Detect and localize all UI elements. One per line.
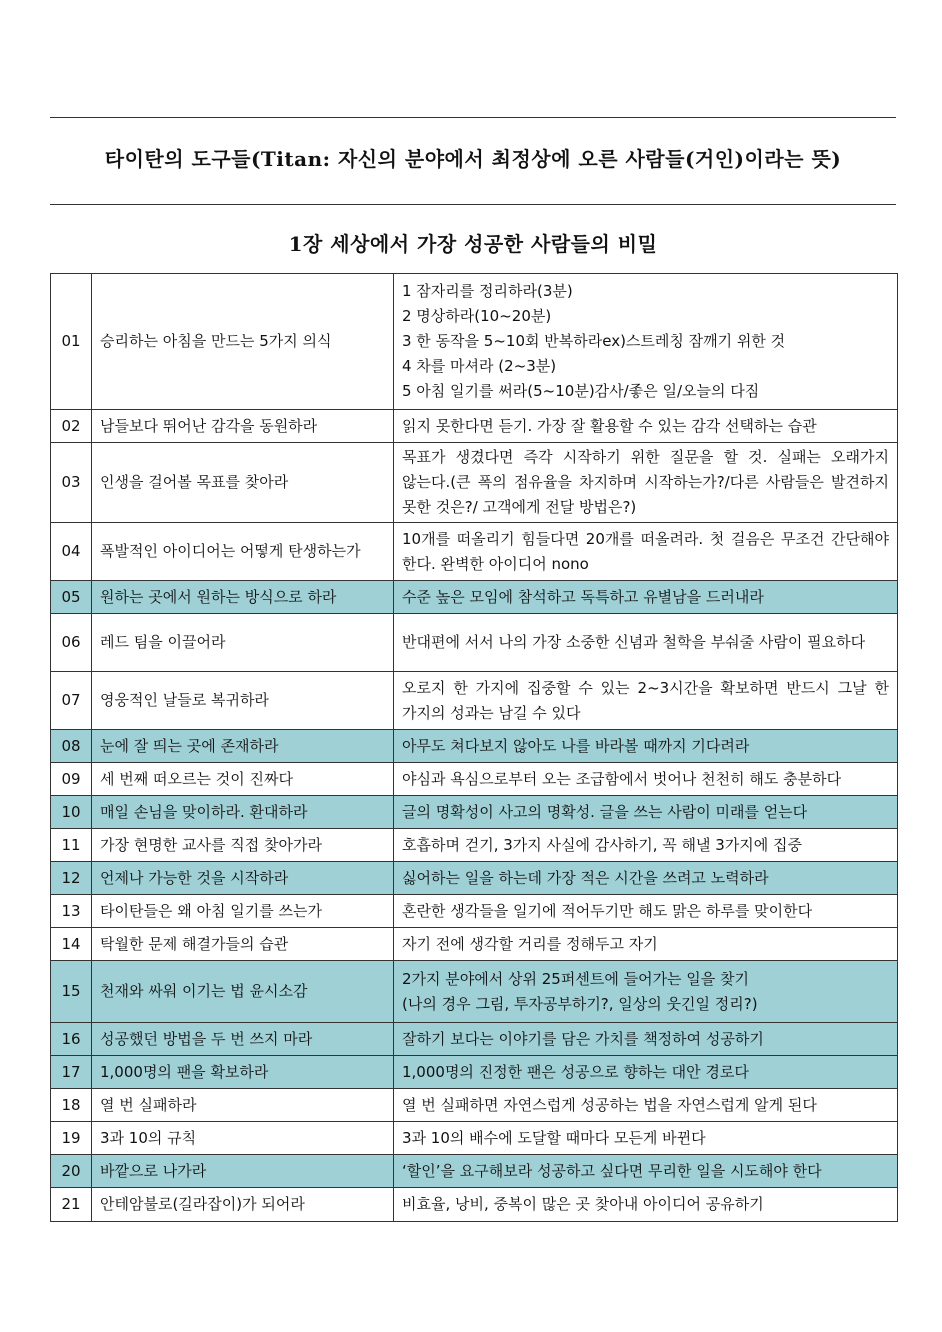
habit-title: 성공했던 방법을 두 번 쓰지 마라 xyxy=(92,1023,394,1056)
table-row xyxy=(51,1089,898,1122)
row-number: 06 xyxy=(51,614,92,672)
habit-title: 레드 팀을 이끌어라 xyxy=(92,614,394,672)
habit-title: 1,000명의 팬을 확보하라 xyxy=(92,1056,394,1089)
table-row xyxy=(51,581,898,614)
habit-description xyxy=(394,614,898,672)
habit-description xyxy=(394,895,898,928)
chapter-title: 1장 세상에서 가장 성공한 사람들의 비밀 xyxy=(288,232,658,256)
description-line: 야심과 욕심으로부터 오는 조급함에서 벗어나 천천히 해도 충분하다 xyxy=(402,769,842,788)
habit-description xyxy=(394,1089,898,1122)
description-line: 1,000명의 진정한 팬은 성공으로 향하는 대안 경로다 xyxy=(402,1062,749,1081)
habit-title: 3과 10의 규칙 xyxy=(92,1122,394,1155)
table-row xyxy=(51,1023,898,1056)
row-number: 10 xyxy=(51,796,92,829)
row-number: 01 xyxy=(51,274,92,410)
habit-title: 남들보다 뛰어난 감각을 동원하라 xyxy=(92,410,394,443)
row-number: 21 xyxy=(51,1188,92,1222)
row-number: 03 xyxy=(51,443,92,523)
habit-description xyxy=(394,1188,898,1222)
habit-title: 매일 손님을 맞이하라. 환대하라 xyxy=(92,796,394,829)
description-line: 열 번 실패하면 자연스럽게 성공하는 법을 자연스럽게 알게 된다 xyxy=(402,1095,817,1114)
table-row xyxy=(51,1122,898,1155)
habit-title: 폭발적인 아이디어는 어떻게 탄생하는가 xyxy=(92,523,394,581)
description-line: 10개를 떠올리기 힘들다면 20개를 떠올려라. 첫 걸음은 무조건 간단해야 한다. 완벽한 아이디어 nono xyxy=(402,529,889,573)
row-number: 04 xyxy=(51,523,92,581)
table-row xyxy=(51,961,898,1023)
habit-title: 언제나 가능한 것을 시작하라 xyxy=(92,862,394,895)
habit-description xyxy=(394,1056,898,1089)
habit-title: 타이탄들은 왜 아침 일기를 쓰는가 xyxy=(92,895,394,928)
description-line: 호흡하며 걷기, 3가지 사실에 감사하기, 꼭 해낼 3가지에 집중 xyxy=(402,835,803,854)
row-number: 18 xyxy=(51,1089,92,1122)
description-line: 아무도 쳐다보지 않아도 나를 바라볼 때까지 기다려라 xyxy=(402,736,750,755)
description-line: 1 잠자리를 정리하라(3분) xyxy=(402,282,573,300)
description-line: 오로지 한 가지에 집중할 수 있는 2~3시간을 확보하면 반드시 그날 한 가지의 성과는 남길 수 있다 xyxy=(402,678,889,722)
table-row xyxy=(51,763,898,796)
description-line: 싫어하는 일을 하는데 가장 적은 시간을 쓰려고 노력하라 xyxy=(402,868,769,887)
table-row xyxy=(51,895,898,928)
table-row xyxy=(51,862,898,895)
habit-title: 천재와 싸워 이기는 법 윤시소감 xyxy=(92,961,394,1023)
row-number: 11 xyxy=(51,829,92,862)
description-line: 글의 명확성이 사고의 명확성. 글을 쓰는 사람이 미래를 얻는다 xyxy=(402,802,808,821)
habit-title: 안테암불로(길라잡이)가 되어라 xyxy=(92,1188,394,1222)
description-line: 목표가 생겼다면 즉각 시작하기 위한 질문을 할 것. 실패는 오래가지 않는다.(큰 폭의 점유율을 차지하며 시작하는가?/다른 사람들은 발견하지 못한 것은?/ 고객에게 전달 방법은?) xyxy=(402,448,889,516)
habit-description xyxy=(394,410,898,443)
row-number: 12 xyxy=(51,862,92,895)
row-number: 20 xyxy=(51,1155,92,1188)
habit-description xyxy=(394,796,898,829)
habit-title: 세 번째 떠오르는 것이 진짜다 xyxy=(92,763,394,796)
habit-description xyxy=(394,523,898,581)
habit-description xyxy=(394,763,898,796)
table-row xyxy=(51,443,898,523)
habit-description xyxy=(394,928,898,961)
row-number: 05 xyxy=(51,581,92,614)
description-line: 5 아침 일기를 써라(5~10분)감사/좋은 일/오늘의 다짐 xyxy=(402,382,760,400)
table-row xyxy=(51,1155,898,1188)
table-row xyxy=(51,829,898,862)
row-number: 02 xyxy=(51,410,92,443)
row-number: 07 xyxy=(51,672,92,730)
row-number: 16 xyxy=(51,1023,92,1056)
table-row xyxy=(51,523,898,581)
habit-description xyxy=(394,961,898,1023)
table-row xyxy=(51,410,898,443)
row-number: 19 xyxy=(51,1122,92,1155)
top-rule xyxy=(50,117,896,118)
habit-description xyxy=(394,1023,898,1056)
description-line: 읽지 못한다면 듣기. 가장 잘 활용할 수 있는 감각 선택하는 습관 xyxy=(402,416,817,435)
table-row xyxy=(51,928,898,961)
description-line: 반대편에 서서 나의 가장 소중한 신념과 철학을 부숴줄 사람이 필요하다 xyxy=(402,633,866,651)
row-number: 17 xyxy=(51,1056,92,1089)
habit-description xyxy=(394,829,898,862)
description-line: 2 명상하라(10~20분) xyxy=(402,307,552,325)
title-rule xyxy=(50,204,896,205)
description-line: 혼란한 생각들을 일기에 적어두기만 해도 맑은 하루를 맞이한다 xyxy=(402,901,813,920)
table-row xyxy=(51,614,898,672)
row-number: 13 xyxy=(51,895,92,928)
habits-table xyxy=(50,273,898,1222)
habit-title: 승리하는 아침을 만드는 5가지 의식 xyxy=(92,274,394,410)
habit-description xyxy=(394,1155,898,1188)
table-row xyxy=(51,1056,898,1089)
table-row xyxy=(51,1188,898,1222)
row-number: 08 xyxy=(51,730,92,763)
habit-title: 가장 현명한 교사를 직접 찾아가라 xyxy=(92,829,394,862)
habit-title: 인생을 걸어볼 목표를 찾아라 xyxy=(92,443,394,523)
description-line: 4 차를 마셔라 (2~3분) xyxy=(402,357,557,375)
habit-description xyxy=(394,862,898,895)
description-line: 2가지 분야에서 상위 25퍼센트에 들어가는 일을 찾기 xyxy=(402,969,750,988)
description-line: 수준 높은 모임에 참석하고 독특하고 유별남을 드러내라 xyxy=(402,587,764,606)
habit-description xyxy=(394,672,898,730)
table-row xyxy=(51,274,898,410)
habit-description xyxy=(394,274,898,410)
habit-description xyxy=(394,1122,898,1155)
description-line: 자기 전에 생각할 거리를 정해두고 자기 xyxy=(402,934,658,953)
description-line: 3 한 동작을 5~10회 반복하라ex)스트레칭 잠깨기 위한 것 xyxy=(402,332,786,350)
habit-title: 영웅적인 날들로 복귀하라 xyxy=(92,672,394,730)
description-line: 3과 10의 배수에 도달할 때마다 모든게 바뀐다 xyxy=(402,1128,706,1147)
description-line: 잘하기 보다는 이야기를 담은 가치를 책정하여 성공하기 xyxy=(402,1029,764,1048)
habit-title: 원하는 곳에서 원하는 방식으로 하라 xyxy=(92,581,394,614)
row-number: 15 xyxy=(51,961,92,1023)
description-line: ‘할인’을 요구해보라 성공하고 싶다면 무리한 일을 시도해야 한다 xyxy=(402,1161,822,1180)
description-line: (나의 경우 그림, 투자공부하기?, 일상의 웃긴일 정리?) xyxy=(402,994,758,1013)
row-number: 09 xyxy=(51,763,92,796)
habit-description xyxy=(394,443,898,523)
table-row xyxy=(51,796,898,829)
habit-title: 열 번 실패하라 xyxy=(92,1089,394,1122)
habit-description xyxy=(394,581,898,614)
habit-description xyxy=(394,730,898,763)
row-number: 14 xyxy=(51,928,92,961)
table-row xyxy=(51,672,898,730)
description-line: 비효율, 낭비, 중복이 많은 곳 찾아내 아이디어 공유하기 xyxy=(402,1195,764,1213)
habit-title: 바깥으로 나가라 xyxy=(92,1155,394,1188)
habit-title: 눈에 잘 띄는 곳에 존재하라 xyxy=(92,730,394,763)
table-row xyxy=(51,730,898,763)
document-title: 타이탄의 도구들(Titan: 자신의 분야에서 최정상에 오른 사람들(거인)이라는 뜻) xyxy=(104,147,842,171)
habit-title: 탁월한 문제 해결가들의 습관 xyxy=(92,928,394,961)
